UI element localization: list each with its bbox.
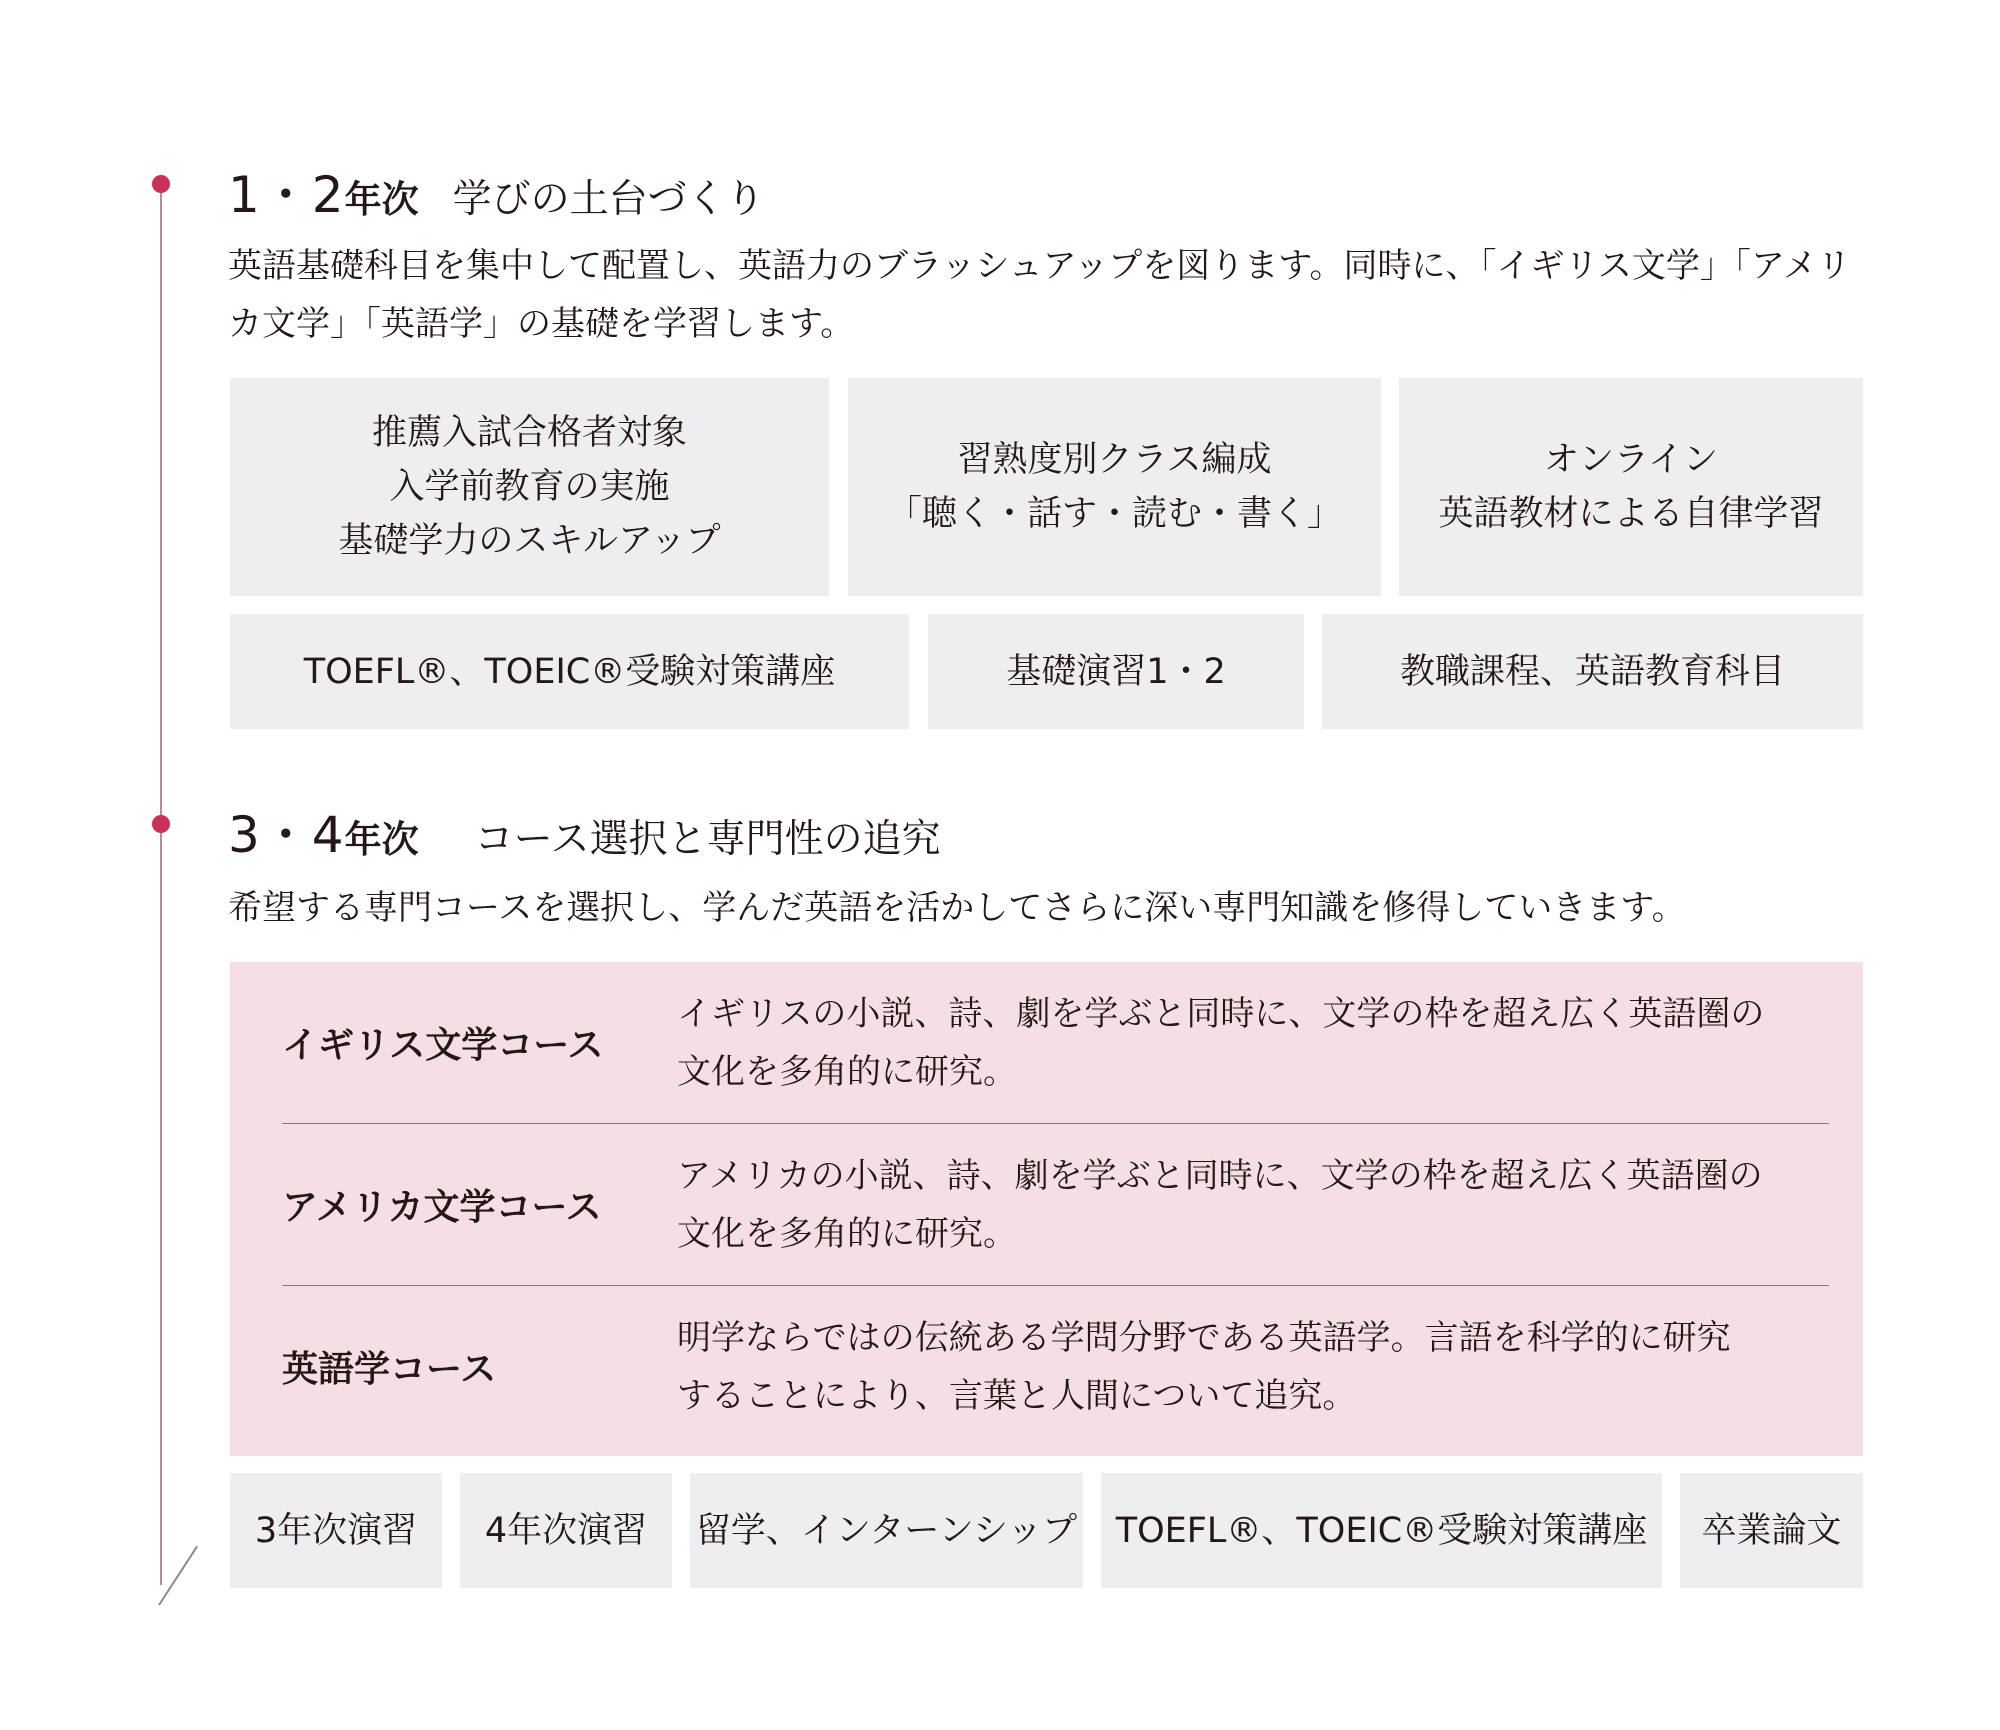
course-desc-line: 明学ならではの伝統ある学問分野である英語学。言語を科学的に研究 xyxy=(677,1317,1731,1358)
box-basic-seminar: 基礎演習1・2 xyxy=(928,614,1304,729)
box-graduation-thesis: 卒業論文 xyxy=(1680,1473,1863,1588)
section2-title: コース選択と専門性の追究 xyxy=(474,817,941,862)
box-line: 英語教材による自律学習 xyxy=(1438,494,1824,534)
course-name: 英語学コース xyxy=(282,1349,497,1390)
section2-description: 希望する専門コースを選択し、学んだ英語を活かしてさらに深い専門知識を修得していきます。 xyxy=(228,888,1686,928)
course-name: アメリカ文学コース xyxy=(282,1187,602,1228)
box-toefl-toeic: TOEFL®、TOEIC®受験対策講座 xyxy=(1101,1473,1662,1588)
courses-panel xyxy=(230,962,1863,1456)
section1-year-label: 年次 xyxy=(344,178,419,221)
box-line: 推薦入試合格者対象 xyxy=(371,413,687,453)
box-toefl-toeic: TOEFL®、TOEIC®受験対策講座 xyxy=(230,614,909,729)
course-name: イギリス文学コース xyxy=(282,1025,604,1066)
section1-marker-dot xyxy=(152,175,170,193)
section1-title: 学びの土台づくり xyxy=(452,177,765,222)
course-description xyxy=(677,1147,1763,1263)
course-row-british-literature xyxy=(282,962,1829,1123)
timeline-line xyxy=(160,183,162,1585)
box-online-learning xyxy=(1399,378,1863,596)
box-study-abroad-internship: 留学、インターンシップ xyxy=(690,1473,1083,1588)
section2-year-label: 年次 xyxy=(344,818,419,861)
box-line: 「聴く・話す・読む・書く」 xyxy=(886,494,1342,534)
box-3rd-year-seminar: 3年次演習 xyxy=(230,1473,442,1588)
course-description xyxy=(677,985,1764,1101)
course-row-american-literature xyxy=(282,1124,1829,1285)
course-desc-line: 文化を多角的に研究。 xyxy=(677,1213,1017,1254)
box-proficiency-classes xyxy=(848,378,1381,596)
box-line: オンライン xyxy=(1544,440,1718,480)
section1-description: 英語基礎科目を集中して配置し、英語力のブラッシュアップを図ります。同時に、「イギリス文学」「アメリカ文学」「英語学」の基礎を学習します。 xyxy=(228,246,1851,344)
box-line: 基礎学力のスキルアップ xyxy=(338,521,721,561)
course-row-english-linguistics xyxy=(282,1286,1829,1447)
course-desc-line: 文化を多角的に研究。 xyxy=(677,1051,1017,1092)
box-line: 習熟度別クラス編成 xyxy=(957,440,1272,480)
course-desc-line: イギリスの小説、詩、劇を学ぶと同時に、文学の枠を超え広く英語圏の xyxy=(677,993,1765,1034)
section1-year: 1・2 xyxy=(228,166,345,224)
section2-year: 3・4 xyxy=(228,806,345,864)
box-preentry-education xyxy=(230,378,829,596)
section1-heading xyxy=(228,155,765,227)
course-desc-line: することにより、言葉と人間について追究。 xyxy=(677,1375,1357,1416)
section2-marker-dot xyxy=(152,815,170,833)
box-line: 入学前教育の実施 xyxy=(389,467,670,507)
course-desc-line: アメリカの小説、詩、劇を学ぶと同時に、文学の枠を超え広く英語圏の xyxy=(677,1155,1763,1196)
box-4th-year-seminar: 4年次演習 xyxy=(460,1473,672,1588)
box-teacher-training: 教職課程、英語教育科目 xyxy=(1322,614,1863,729)
course-description xyxy=(677,1309,1731,1425)
section2-heading xyxy=(228,795,941,867)
timeline-end-mark xyxy=(158,1546,198,1606)
